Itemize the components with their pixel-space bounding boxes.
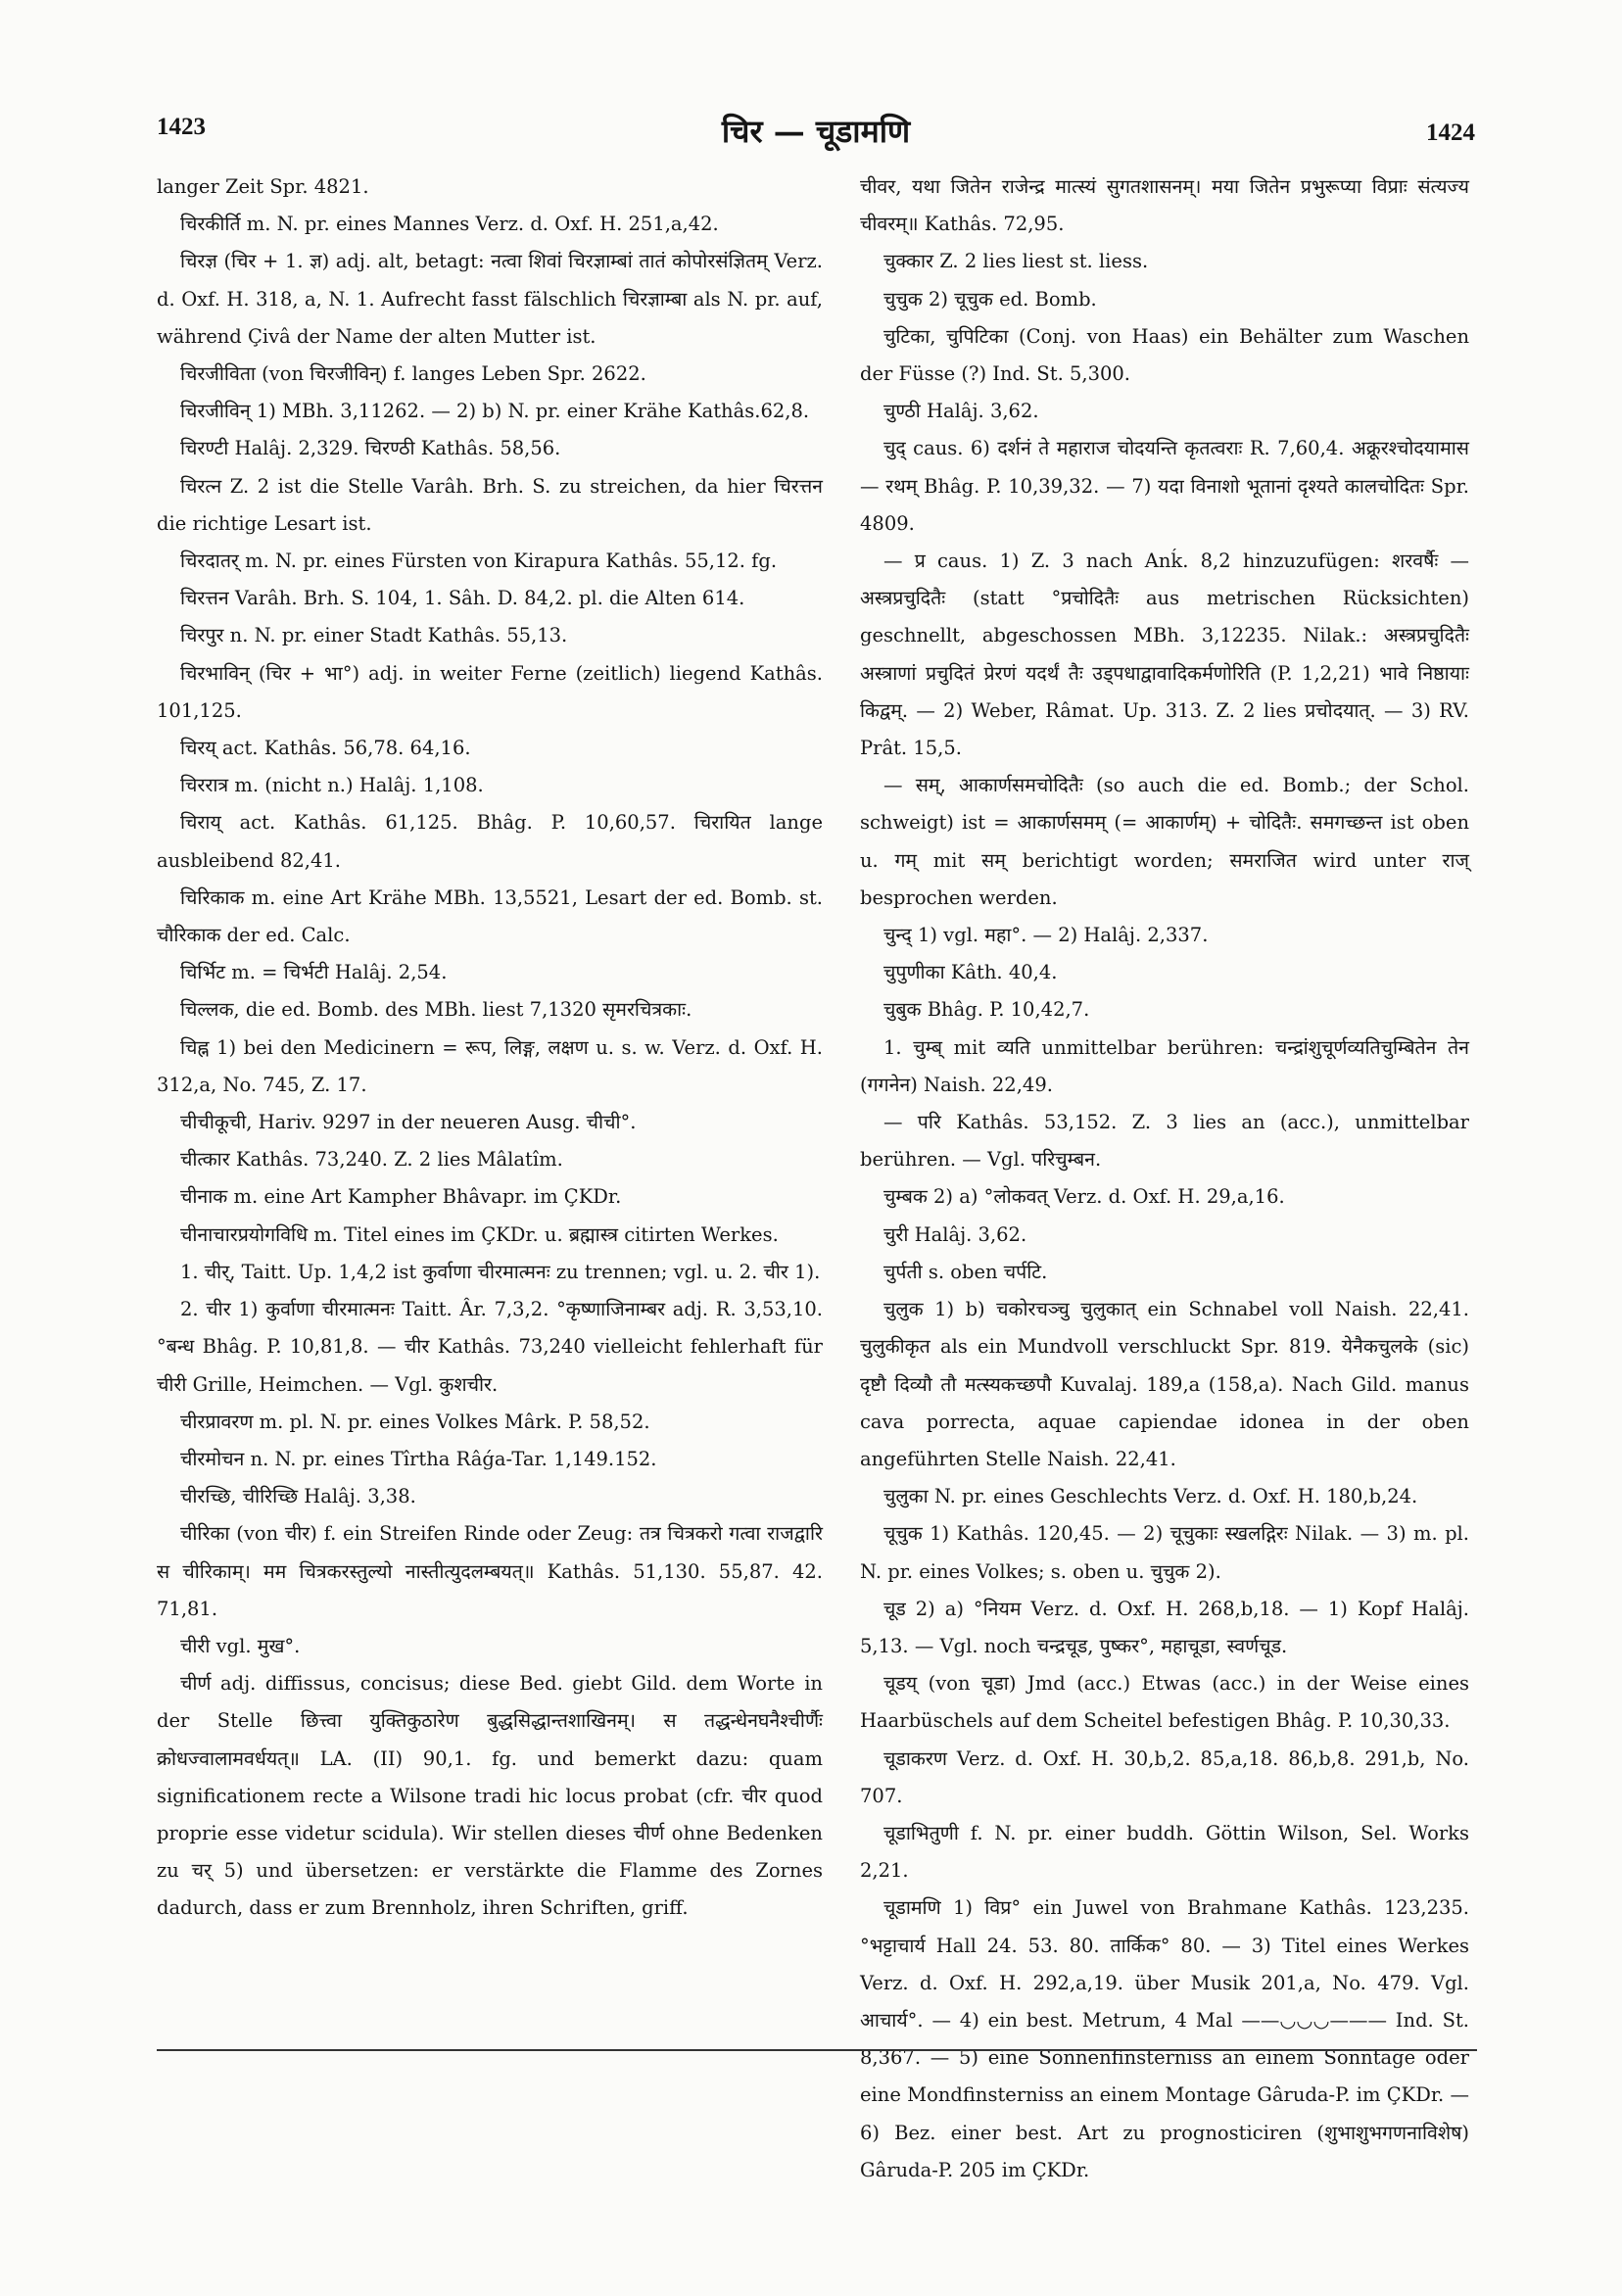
dictionary-entry: चीरप्रावरण m. pl. N. pr. eines Volkes Mârk. P. 58,52. bbox=[180, 1410, 650, 1433]
dictionary-entry: चुरी Halâj. 3,62. bbox=[883, 1222, 1027, 1246]
dictionary-entry: चीत्कार Kathâs. 73,240. Z. 2 lies Mâlatîm. bbox=[180, 1148, 563, 1172]
dictionary-entry: चुलुका N. pr. eines Geschlechts Verz. d. Oxf. H. 180,b,24. bbox=[883, 1485, 1418, 1508]
page-number-right: 1424 bbox=[1426, 120, 1475, 146]
dictionary-entry: चूडामणि 1) विप्र° ein Juwel von Brahmane Kathâs. 123,235. °भट्टाचार्य Hall 24. 53. 80. तार्किक° 80. — 3) Titel eines Werkes Verz. d. Oxf. H. 292,a,19. über Musik 201,a, No. 479. Vgl. आचार्य°. — 4) ein best. Metrum, 4 Mal ——◡◡◡——— Ind. St. 8,367. — 5) eine Sonnenfinsterniss an einem Sonntage oder eine Mondfinsterniss an einem Montage Gâruda-P. im ÇKDr. — 6) Bez. einer best. Art zu prognosticiren (शुभाशुभगणनाविशेष) Gâruda-P. 205 im ÇKDr. bbox=[860, 1896, 1469, 2181]
dictionary-entry: चिरकीर्ति m. N. pr. eines Mannes Verz. d. Oxf. H. 251,a,42. bbox=[180, 213, 719, 236]
dictionary-entry: चीरी vgl. मुख°. bbox=[180, 1634, 301, 1657]
dictionary-entry: चिरय् act. Kathâs. 56,78. 64,16. bbox=[180, 737, 471, 760]
left-column bbox=[157, 168, 823, 2088]
dictionary-entry: चीचीकूची, Hariv. 9297 in der neueren Ausg. चीची°. bbox=[180, 1111, 637, 1134]
dictionary-entry: — परि Kathâs. 53,152. Z. 3 lies an (acc.), unmittelbar berühren. — Vgl. परिचुम्बन. bbox=[860, 1111, 1469, 1172]
dictionary-entry: चिरपुर n. N. pr. einer Stadt Kathâs. 55,13. bbox=[180, 624, 568, 647]
dictionary-entry: चिरत्न Z. 2 ist die Stelle Varâh. Brh. S. zu streichen, da hier चिरत्तन die richtige Lesart ist. bbox=[157, 474, 823, 535]
dictionary-entry: चिल्लक, die ed. Bomb. des MBh. liest 7,1320 सृमरचित्रकाः. bbox=[180, 998, 692, 1022]
dictionary-entry: चूडाभितुणी f. N. pr. einer buddh. Göttin Wilson, Sel. Works 2,21. bbox=[860, 1821, 1469, 1883]
dictionary-entry: चुबुक Bhâg. P. 10,42,7. bbox=[883, 998, 1090, 1022]
dictionary-entry: चुद् caus. 6) दर्शनं ते महाराज चोदयन्ति कृतत्वराः R. 7,60,4. अक्रूरश्चोदयामास — रथम् Bhâg. P. 10,39,32. — 7) यदा विनाशो भूतानां दृश्यते कालचोदितः Spr. 4809. bbox=[860, 437, 1469, 535]
dictionary-entry: चिराय् act. Kathâs. 61,125. Bhâg. P. 10,60,57. चिरायित lange ausbleibend 82,41. bbox=[157, 811, 823, 872]
dictionary-entry: चिरत्तन Varâh. Brh. S. 104, 1. Sâh. D. 84,2. pl. die Alten 614. bbox=[180, 587, 745, 610]
footer-rule bbox=[157, 2049, 1477, 2051]
dictionary-entry: चीरच्छि, चीरिच्छि Halâj. 3,38. bbox=[180, 1485, 416, 1508]
dictionary-entry: चूडय् (von चूडा) Jmd (acc.) Etwas (acc.) in der Weise eines Haarbüschels auf dem Scheitel befestigen Bhâg. P. 10,30,33. bbox=[860, 1672, 1469, 1733]
dictionary-entry: — सम्, आकार्णसमचोदितैः (so auch die ed. Bomb.; der Schol. schweigt) ist = आकार्णसमम् (= आकार्णम्) + चोदितैः. समगच्छन्त ist oben u. गम् mit सम् berichtigt worden; समराजित wird unter राज् besprochen werden. bbox=[860, 774, 1469, 909]
dictionary-entry: चुटिका, चुपिटिका (Conj. von Haas) ein Behälter zum Waschen der Füsse (?) Ind. St. 5,300. bbox=[860, 324, 1469, 386]
dictionary-entry: चुण्ठी Halâj. 3,62. bbox=[883, 400, 1039, 423]
dictionary-entry: चिरदातर् m. N. pr. eines Fürsten von Kirapura Kathâs. 55,12. fg. bbox=[180, 550, 778, 573]
dictionary-entry: langer Zeit Spr. 4821. bbox=[157, 175, 369, 198]
dictionary-entry: चुलुक 1) b) चकोरचञ्चु चुलुकात् ein Schnabel voll Naish. 22,41. चुलुकीकृत als ein Mundvoll verschluckt Spr. 819. येनैकचुलके (sic) दृष्टौ दिव्यौ तौ मत्स्यकच्छपौ Kuvalaj. 189,a (158,a). Nach Gild. manus cava porrecta, aquae capiendae idonea in der oben angeführten Stelle Naish. 22,41. bbox=[860, 1298, 1469, 1470]
dictionary-entry: चीनाचारप्रयोगविधि m. Titel eines im ÇKDr. u. ब्रह्मास्त्र citirten Werkes. bbox=[180, 1222, 779, 1246]
dictionary-entry: — प्र caus. 1) Z. 3 nach Anḱ. 8,2 hinzuzufügen: शरवर्षैः — अस्त्रप्रचुदितैः (statt °प्रचोदितैः aus metrischen Rücksichten) geschnellt, abgeschossen MBh. 3,12235. Nilak.: अस्त्रप्रचुदितैः अस्त्राणां प्रचुदितं प्रेरणं यदर्थं तैः उड्पधाद्वावादिकर्मणोरिति (P. 1,2,21) भावे निष्ठायाः किद्वम्. — 2) Weber, Râmat. Up. 313. Z. 2 lies प्रचोदयात्. — 3) RV. Prât. 15,5. bbox=[860, 550, 1469, 760]
dictionary-entry: चुपुणीका Kâth. 40,4. bbox=[883, 961, 1058, 984]
dictionary-entry: चीरमोचन n. N. pr. eines Tîrtha Râǵa-Tar. 1,149.152. bbox=[180, 1447, 657, 1470]
dictionary-entry: चुचुक 2) चूचुक ed. Bomb. bbox=[883, 287, 1097, 311]
dictionary-entry: 1. चुम्ब् mit व्यति unmittelbar berühren: चन्द्रांशुचूर्णव्यतिचुम्बितेन तेन (गगनेन) Naish. 22,49. bbox=[860, 1035, 1469, 1096]
dictionary-entry: चिररात्र m. (nicht n.) Halâj. 1,108. bbox=[180, 774, 484, 797]
page-number-left: 1423 bbox=[157, 114, 206, 140]
dictionary-entry: 1. चीर्, Taitt. Up. 1,4,2 ist कुर्वाणा चीरमात्मनः zu trennen; vgl. u. 2. चीर 1). bbox=[180, 1260, 821, 1283]
dictionary-entry: चीनाक m. eine Art Kampher Bhâvapr. im ÇKDr. bbox=[180, 1185, 622, 1209]
dictionary-entry: चीरिका (von चीर) f. ein Streifen Rinde oder Zeug: तत्र चित्रकरो गत्वा राजद्वारि स चीरिकाम्। मम चित्रकरस्तुल्यो नास्तीत्युदलम्बयत्॥ Kathâs. 51,130. 55,87. 42. 71,81. bbox=[157, 1522, 823, 1620]
running-title: चिर — चूडामणि bbox=[721, 113, 911, 150]
dictionary-entry: चूचुक 1) Kathâs. 120,45. — 2) चूचुकाः स्खलद्गिरः Nilak. — 3) m. pl. N. pr. eines Volkes; s. oben u. चुचुक 2). bbox=[860, 1522, 1469, 1583]
dictionary-entry: 2. चीर 1) कुर्वाणा चीरमात्मनः Taitt. Âr. 7,3,2. °कृष्णाजिनाम्बर adj. R. 3,53,10. °बन्ध Bhâg. P. 10,81,8. — चीर Kathâs. 73,240 vielleicht fehlerhaft für चीरी Grille, Heimchen. — Vgl. कुशचीर. bbox=[157, 1298, 823, 1396]
dictionary-entry: चुन्द् 1) vgl. महा°. — 2) Halâj. 2,337. bbox=[883, 924, 1209, 947]
right-column bbox=[860, 168, 1469, 2181]
dictionary-entry: चिरिकाक m. eine Art Krähe MBh. 13,5521, Lesart der ed. Bomb. st. चौरिकाक der ed. Calc. bbox=[157, 885, 823, 947]
dictionary-entry: चिर्भिट m. = चिर्भटी Halâj. 2,54. bbox=[180, 961, 448, 984]
dictionary-entry: चीवर, यथा जितेन राजेन्द्र मात्स्यं सुगतशासनम्। मया जितेन प्रभुरूप्या विप्राः संत्यज्य चीवरम्॥ Kathâs. 72,95. bbox=[860, 175, 1469, 236]
dictionary-entry: चिरजीविन् 1) MBh. 3,11262. — 2) b) N. pr. einer Krähe Kathâs.62,8. bbox=[180, 400, 810, 423]
dictionary-entry: चिरज्ञ (चिर + 1. ज्ञ) adj. alt, betagt: नत्वा शिवां चिरज्ञाम्बां तातं कोपोरसंज्ञितम् Verz. d. Oxf. H. 318, a, N. 1. Aufrecht fasst fälschlich चिरज्ञाम्बा als N. pr. auf, während Çivâ der Name der alten Mutter ist. bbox=[157, 250, 823, 348]
dictionary-entry: चीर्ण adj. diffissus, concisus; diese Bed. giebt Gild. dem Worte in der Stelle छित्त्वा युक्तिकुठारेण बुद्धसिद्धान्तशाखिनम्। स तद्धन्धेनघनैश्चीर्णैः क्रोधज्वालामवर्धयत्॥ LA. (II) 90,1. fg. und bemerkt dazu: quam significationem recte a Wilsone tradi hic locus probat (cfr. चीर quod proprie esse videtur scidula). Wir stellen dieses चीर्ण ohne Bedenken zu चर् 5) und übersetzen: er verstärkte die Flamme des Zornes dadurch, dass er zum Brennholz, ihren Schriften, griff. bbox=[157, 1672, 823, 1920]
dictionary-entry: चुम्बक 2) a) °लोकवत् Verz. d. Oxf. H. 29,a,16. bbox=[883, 1185, 1285, 1209]
dictionary-entry: चुक्कार Z. 2 lies liest st. liess. bbox=[883, 250, 1149, 273]
dictionary-entry: चिह्न 1) bei den Medicinern = रूप, लिङ्ग, लक्षण u. s. w. Verz. d. Oxf. H. 312,a, No. 745, Z. 17. bbox=[157, 1035, 823, 1096]
dictionary-entry: चूड 2) a) °नियम Verz. d. Oxf. H. 268,b,18. — 1) Kopf Halâj. 5,13. — Vgl. noch चन्द्रचूड, पुष्कर°, महाचूडा, स्वर्णचूड. bbox=[860, 1597, 1469, 1657]
dictionary-entry: चूडाकरण Verz. d. Oxf. H. 30,b,2. 85,a,18. 86,b,8. 291,b, No. 707. bbox=[860, 1746, 1469, 1807]
dictionary-entry: चिरजीविता (von चिरजीविन्) f. langes Leben Spr. 2622. bbox=[180, 362, 646, 386]
dictionary-entry: चुर्पती s. oben चर्पटि. bbox=[883, 1260, 1048, 1283]
page-header bbox=[157, 110, 1475, 159]
dictionary-entry: चिरभाविन् (चिर + भा°) adj. in weiter Ferne (zeitlich) liegend Kathâs. 101,125. bbox=[157, 661, 823, 722]
dictionary-entry: चिरण्टी Halâj. 2,329. चिरण्ठी Kathâs. 58,56. bbox=[180, 437, 561, 460]
